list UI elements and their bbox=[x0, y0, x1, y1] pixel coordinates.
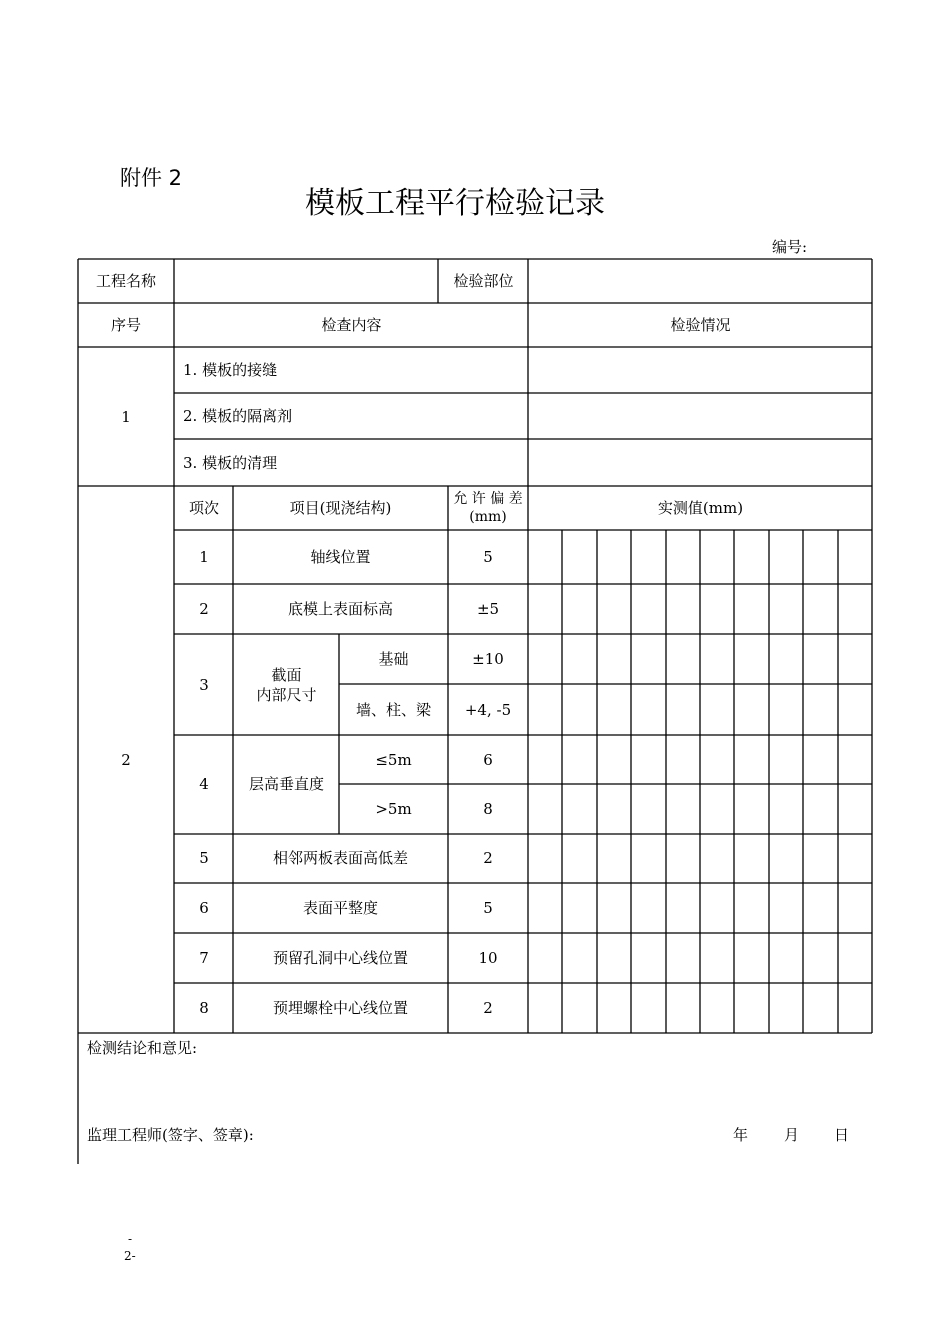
row-item: 底模上表面标高 bbox=[287, 600, 393, 619]
section-1-item: 2. 模板的隔离剂 bbox=[183, 407, 293, 426]
page-footer-mark: - bbox=[128, 1232, 133, 1246]
signature-label: 监理工程师(签字、签章): bbox=[87, 1126, 254, 1144]
date-day-label: 日 bbox=[834, 1126, 850, 1144]
row-item: 预留孔洞中心线位置 bbox=[272, 949, 408, 968]
row-tolerance: 2 bbox=[483, 999, 493, 1018]
section-1-number: 1 bbox=[121, 407, 131, 426]
row-item: 预埋螺栓中心线位置 bbox=[272, 999, 408, 1018]
row-sub-item: 基础 bbox=[378, 650, 409, 669]
index-column-header: 项次 bbox=[188, 499, 219, 518]
row-index: 3 bbox=[199, 675, 209, 694]
row-item: 轴线位置 bbox=[310, 548, 371, 567]
row-item: 相邻两板表面高低差 bbox=[272, 849, 408, 868]
row-item: 表面平整度 bbox=[302, 899, 378, 918]
row-index: 8 bbox=[199, 999, 209, 1018]
page-footer-number: 2- bbox=[124, 1249, 136, 1263]
row-index: 1 bbox=[199, 548, 209, 567]
section-1-item: 1. 模板的接缝 bbox=[183, 361, 278, 380]
row-tolerance: 2 bbox=[483, 849, 493, 868]
tolerance-column-header: 允 许 偏 差(mm) bbox=[453, 491, 523, 525]
conclusion-label: 检测结论和意见: bbox=[87, 1039, 198, 1057]
row-sub-item: >5m bbox=[375, 799, 412, 818]
row-sub-item: 墙、柱、梁 bbox=[355, 700, 431, 719]
result-column-header: 检验情况 bbox=[670, 316, 731, 335]
row-index: 4 bbox=[199, 775, 209, 794]
item-column-header: 项目(现浇结构) bbox=[289, 499, 392, 518]
project-name-label: 工程名称 bbox=[95, 271, 156, 290]
measured-column-header: 实测值(mm) bbox=[657, 499, 744, 518]
section-1-item: 3. 模板的清理 bbox=[183, 453, 278, 472]
project-name-field[interactable] bbox=[175, 259, 438, 303]
inspection-part-label: 检验部位 bbox=[453, 271, 514, 290]
row-tolerance: +4, -5 bbox=[464, 700, 512, 719]
row-index: 6 bbox=[199, 899, 209, 918]
row-tolerance: 5 bbox=[483, 548, 493, 567]
row-item: 截面 内部尺寸 bbox=[256, 665, 317, 704]
date-month-label: 月 bbox=[784, 1126, 800, 1144]
row-tolerance: 5 bbox=[483, 899, 493, 918]
row-tolerance: ±5 bbox=[476, 600, 500, 619]
row-tolerance: ±10 bbox=[472, 650, 504, 669]
row-index: 5 bbox=[199, 849, 209, 868]
section-2-number: 2 bbox=[121, 750, 131, 769]
serial-number-label: 编号: bbox=[772, 238, 808, 256]
row-sub-item: ≤5m bbox=[375, 750, 412, 769]
row-index: 7 bbox=[199, 949, 209, 968]
inspection-part-field[interactable] bbox=[529, 259, 872, 303]
page-title: 模板工程平行检验记录 bbox=[305, 186, 605, 221]
content-column-header: 检查内容 bbox=[321, 316, 382, 335]
row-tolerance: 6 bbox=[483, 750, 493, 769]
row-tolerance: 10 bbox=[478, 949, 498, 968]
row-tolerance: 8 bbox=[483, 799, 493, 818]
attachment-label: 附件 2 bbox=[120, 166, 183, 190]
date-year-label: 年 bbox=[733, 1126, 749, 1144]
no-column-header: 序号 bbox=[110, 316, 141, 335]
row-item: 层高垂直度 bbox=[248, 775, 324, 794]
row-index: 2 bbox=[199, 600, 209, 619]
